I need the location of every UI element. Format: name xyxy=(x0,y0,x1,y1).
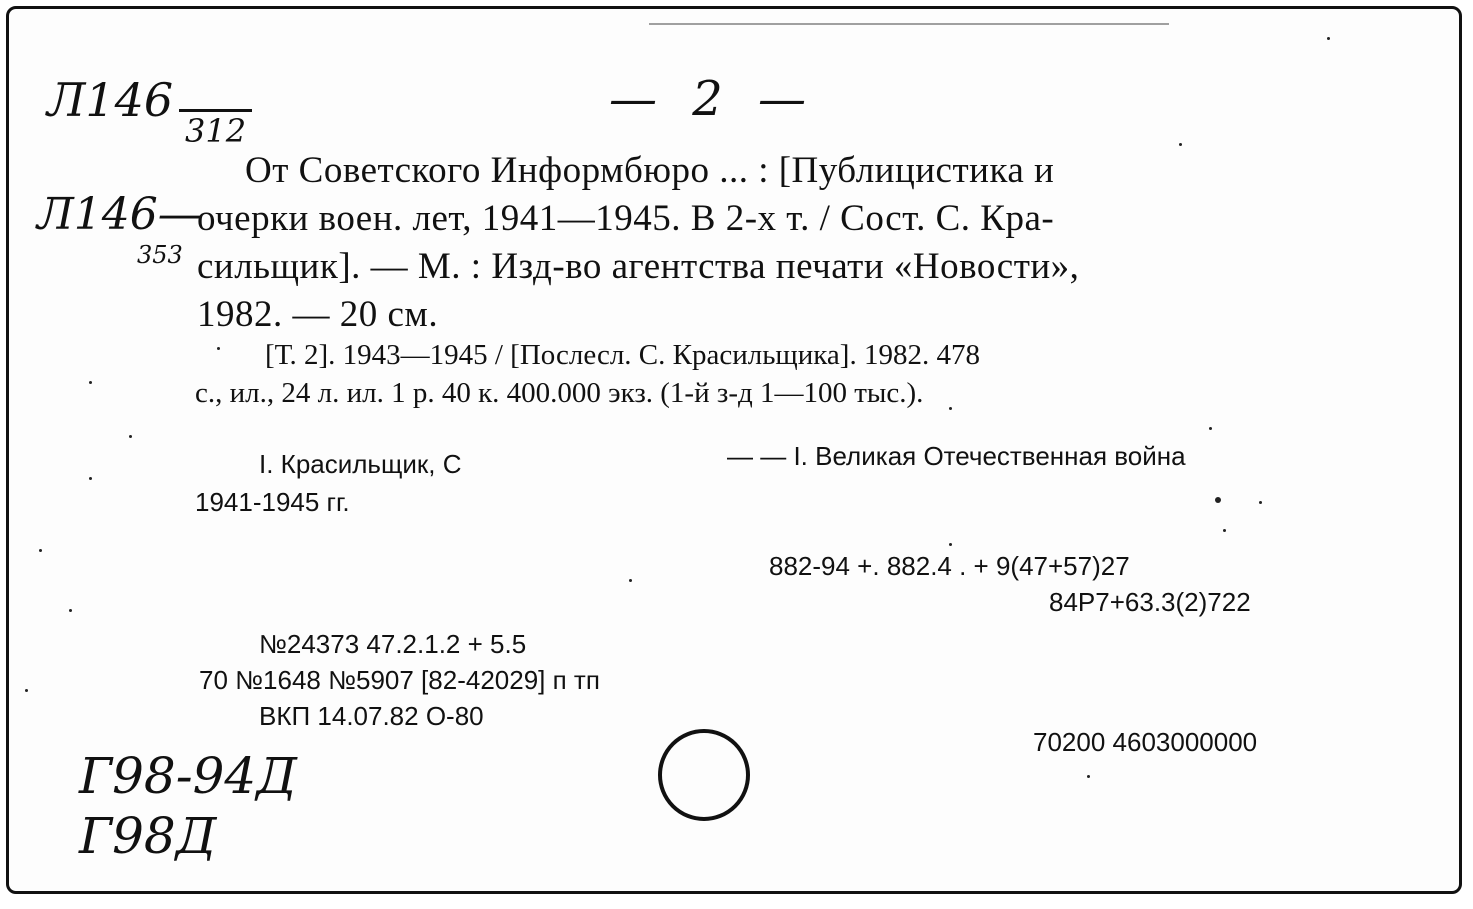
speck xyxy=(1087,775,1090,778)
speck xyxy=(1327,37,1330,40)
handwritten-top-sub: 312 xyxy=(179,109,252,150)
classification-line-2: 84Р7+63.3(2)722 xyxy=(1049,587,1251,617)
speck xyxy=(1179,143,1182,146)
top-line-artifact xyxy=(649,23,1169,25)
catalog-card xyxy=(6,6,1462,894)
speck xyxy=(217,347,220,350)
handwritten-second-code: Л146— xyxy=(37,189,202,240)
speck xyxy=(949,543,952,546)
speck xyxy=(89,381,92,384)
speck xyxy=(129,435,132,438)
speck xyxy=(1223,529,1226,532)
speck xyxy=(1259,501,1262,504)
speck xyxy=(39,549,42,552)
handwritten-top-code: Л146 xyxy=(47,73,174,127)
entry-line-4: 1982. — 20 см. xyxy=(197,294,439,335)
punch-hole-icon xyxy=(649,725,759,825)
page-number: — 2 — xyxy=(609,71,817,127)
speck xyxy=(1209,427,1212,430)
volume-line-1: [Т. 2]. 1943—1945 / [Послесл. С. Красильщика]. 1982. 478 xyxy=(265,339,980,371)
handwritten-bottom-line-2: Г98Д xyxy=(79,807,217,865)
volume-line-2: с., ил., 24 л. ил. 1 р. 40 к. 400.000 экз. (1-й з-д 1—100 тыс.). xyxy=(195,377,924,409)
handwritten-second-sub: 353 xyxy=(137,241,183,269)
speck xyxy=(25,689,28,692)
speck xyxy=(69,609,72,612)
entry-line-3: сильщик]. — М. : Изд-во агентства печати «Новости», xyxy=(197,246,1080,287)
tracing-author: I. Красильщик, С xyxy=(259,449,462,479)
classification-line-1: 882-94 +. 882.4 . + 9(47+57)27 xyxy=(769,551,1130,581)
speck xyxy=(1215,497,1221,503)
card-number-line-2: 70 №1648 №5907 [82-42029] п тп xyxy=(199,665,600,695)
tracing-years: 1941-1945 гг. xyxy=(195,487,350,517)
tracing-subject: — — I. Великая Отечественная война xyxy=(727,441,1186,471)
card-number-line-3: ВКП 14.07.82 О-80 xyxy=(259,701,484,731)
entry-line-2: очерки воен. лет, 1941—1945. В 2-х т. / Сост. С. Кра- xyxy=(197,198,1055,239)
entry-line-1: От Советского Информбюро ... : [Публицистика и xyxy=(245,150,1055,191)
card-number-line-1: №24373 47.2.1.2 + 5.5 xyxy=(259,629,527,659)
speck xyxy=(89,477,92,480)
speck xyxy=(629,579,632,582)
speck xyxy=(949,407,952,410)
price-code: 70200 4603000000 xyxy=(1033,727,1258,757)
handwritten-bottom-line-1: Г98-94Д xyxy=(79,747,297,805)
